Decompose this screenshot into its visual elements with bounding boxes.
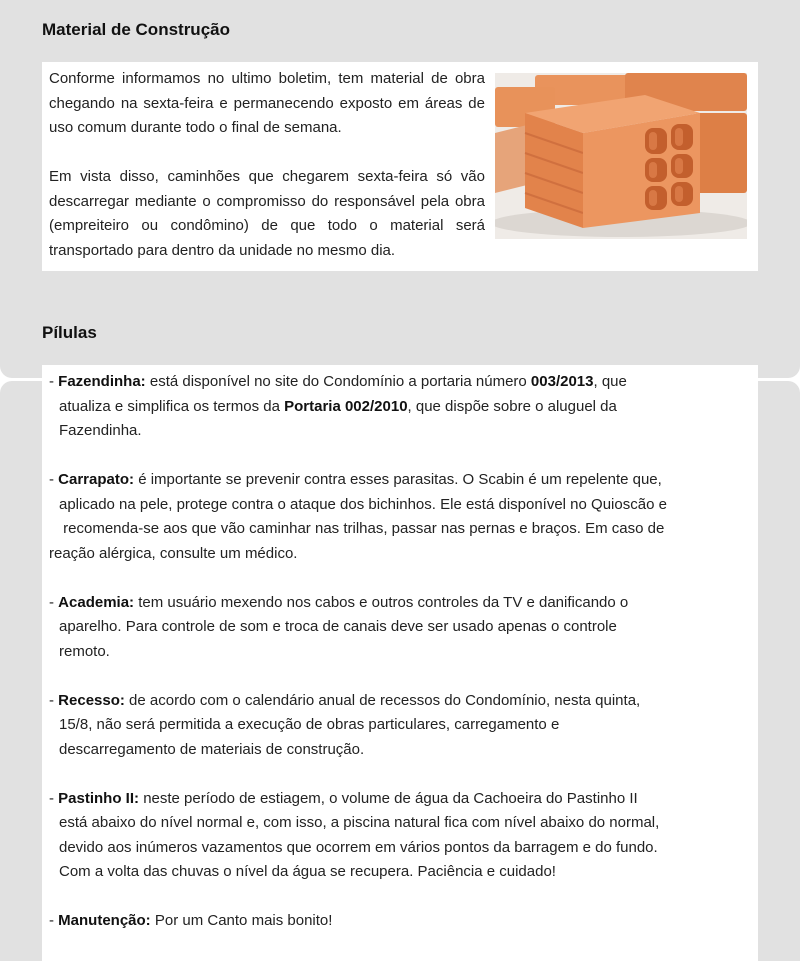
material-paragraph-1: Conforme informamos no ultimo boletim, tem material de obra chegando na sexta-feira e permanecendo exposto em áreas de uso comum durante todo o final de semana. [49, 70, 485, 136]
item-text: recomenda-se aos que vão caminhar nas trilhas, passar nas pernas e braços. Em caso de [59, 520, 665, 537]
item-text: tem usuário mexendo nos cabos e outros controles da TV e danificando o [138, 593, 629, 611]
item-text: aparelho. Para controle de som e troca de canais deve ser usado apenas o controle [59, 618, 617, 635]
pilulas-content-box [42, 365, 758, 965]
item-label: Academia: [58, 593, 135, 611]
item-text: reação alérgica, consulte um médico. [49, 544, 298, 562]
item-text: atualiza e simplifica os termos da [59, 397, 285, 415]
item-label: Carrapato: [58, 471, 135, 488]
item-text: aplicado na pele, protege contra o ataque dos bichinhos. Ele está disponível no Quioscão e [59, 495, 667, 513]
pilulas-list [49, 370, 749, 958]
item-text: neste período de estiagem, o volume de água da Cachoeira do Pastinho II [143, 789, 638, 807]
item-text: , que dispõe sobre o aluguel da [407, 397, 617, 415]
material-section-title: Material de Construção [42, 20, 230, 39]
item-text: descarregamento de materiais de construção. [59, 740, 365, 758]
item-text: é importante se prevenir contra esses parasitas. O Scabin é um repelente que, [138, 471, 662, 488]
item-label: Recesso: [58, 691, 125, 709]
pilula-item-carrapato: - Carrapato: é importante se prevenir contra esses parasitas. O Scabin é um repelente que, aplicado na pele, protege contra o ataque dos bichinhos. Ele está disponível no Quioscão e recomenda-se aos que vão caminhar nas trilhas, passar nas pernas e braços. Em caso de reação alérgica, consulte um médico. [49, 468, 749, 566]
brick-illustration [495, 73, 747, 239]
pilula-item-academia: - Academia: tem usuário mexendo nos cabos e outros controles da TV e danificando o aparelho. Para controle de som e troca de canais deve ser usado apenas o controle remoto. [49, 591, 749, 665]
pilula-item-pastinho: - Pastinho II: neste período de estiagem, o volume de água da Cachoeira do Pastinho II está abaixo do nível normal e, com isso, a piscina natural fica com nível abaixo do normal, devido aos inúmeros vazamentos que ocorrem em vários pontos da barragem e do fundo. Com a volta das chuvas o nível da água se recupera. Paciência e cuidado! [49, 787, 749, 885]
item-bold-text: Portaria 002/2010 [284, 397, 408, 415]
item-text: remoto. [59, 642, 110, 660]
item-text: Fazendinha. [59, 422, 142, 439]
item-label: Pastinho II: [58, 789, 140, 807]
item-text: Com a volta das chuvas o nível da água se recupera. Paciência e cuidado! [59, 863, 556, 880]
pilula-item-fazendinha: - Fazendinha: está disponível no site do Condomínio a portaria número 003/2013, que atualiza e simplifica os termos da Portaria 002/2010, que dispõe sobre o aluguel da Fazendinha. [49, 370, 749, 444]
item-text: de acordo com o calendário anual de recessos do Condomínio, nesta quinta, [129, 691, 641, 709]
pilula-item-recesso: - Recesso: de acordo com o calendário anual de recessos do Condomínio, nesta quinta, 15/8, não será permitida a execução de obras particulares, carregamento e descarregamento de materiais de construção. [49, 689, 749, 763]
material-content-box [42, 62, 758, 271]
material-text [49, 67, 485, 263]
item-text: 15/8, não será permitida a execução de obras particulares, carregamento e [59, 716, 560, 733]
item-label: Manutenção: [58, 912, 151, 929]
item-text: Por um Canto mais bonito! [154, 912, 333, 929]
item-text: , que [593, 373, 627, 390]
pilula-item-manutencao: - Manutenção: Por um Canto mais bonito! [49, 912, 333, 929]
item-text: devido aos inúmeros vazamentos que ocorrem em vários pontos da barragem e do fundo. [59, 838, 658, 856]
material-paragraph-2: Em vista disso, caminhões que chegarem sexta-feira só vão descarregar mediante o compromisso do responsável pela obra (empreiteiro ou condômino) de que todo o material será transportado para dentro da unidade no mesmo dia. [49, 168, 485, 259]
brick-image [495, 73, 747, 239]
pilulas-section-title: Pílulas [42, 323, 97, 342]
item-label: Fazendinha: [58, 373, 146, 390]
item-bold-text: 003/2013 [530, 373, 594, 390]
item-text: está abaixo do nível normal e, com isso, a piscina natural fica com nível abaixo do normal, [59, 814, 660, 831]
item-text: está disponível no site do Condomínio a portaria número [149, 373, 531, 390]
